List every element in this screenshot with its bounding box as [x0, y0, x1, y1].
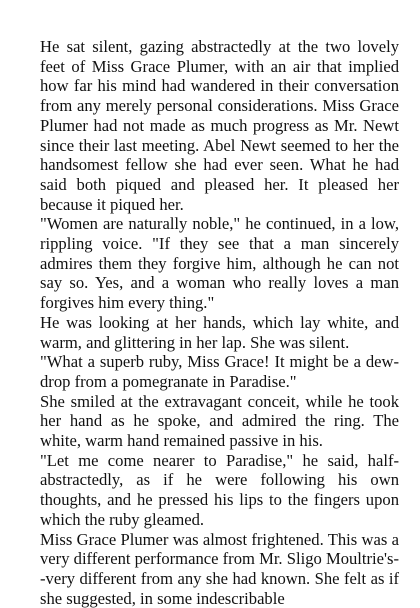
paragraph-7: Miss Grace Plumer was almost frightened. This was a very different performance from Mr. Sligo Moultrie's--very different from any she had known. She felt as if she suggested, in some indescribable [40, 529, 399, 608]
body-text [40, 37, 399, 608]
paragraph-3: He was looking at her hands, which lay white, and warm, and glittering in her lap. She was silent. [40, 312, 399, 352]
paragraph-1: He sat silent, gazing abstractedly at the two lovely feet of Miss Grace Plumer, with an air that implied how far his mind had wandered in their conversation from any merely personal considerations. Miss Grace Plumer had not made as much progress as Mr. Newt since their last meeting. Abel Newt seemed to her the handsomest fellow she had ever seen. What he had said both piqued and pleased her. It pleased her because it piqued her. [40, 37, 399, 214]
paragraph-4: "What a superb ruby, Miss Grace! It might be a dew-drop from a pomegranate in Paradise." [40, 352, 399, 391]
paragraph-5: She smiled at the extravagant conceit, while he took her hand as he spoke, and admired the ring. The white, warm hand remained passive in his. [40, 391, 399, 451]
paragraph-6: "Let me come nearer to Paradise," he said, half-abstractedly, as if he were following his own thoughts, and he pressed his lips to the fingers upon which the ruby gleamed. [40, 450, 399, 529]
paragraph-2: "Women are naturally noble," he continued, in a low, rippling voice. "If they see that a man sincerely admires them they forgive him, although he can not say so. Yes, and a woman who really loves a man forgives him every thing." [40, 214, 399, 313]
